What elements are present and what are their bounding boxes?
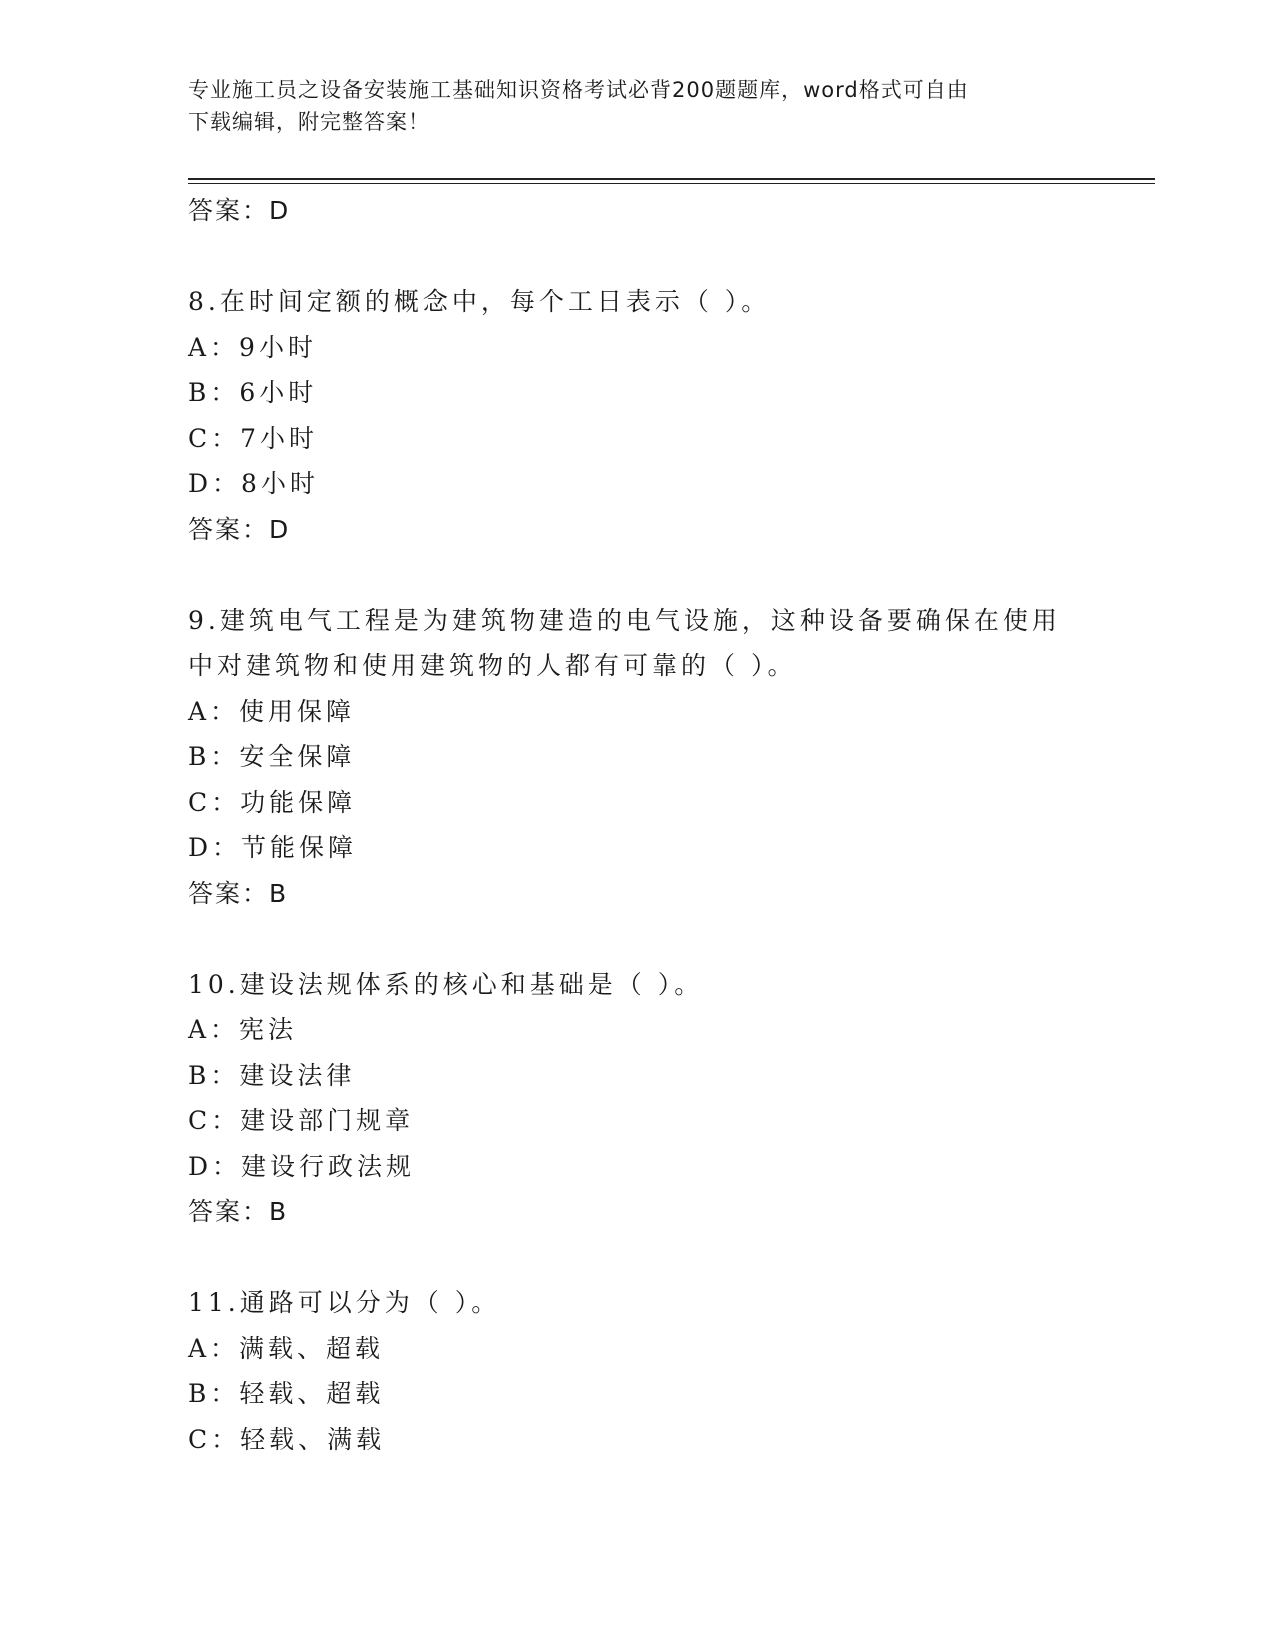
spacer <box>188 1235 1068 1281</box>
option-d: D：8小时 <box>188 469 319 498</box>
option-d: D：建设行政法规 <box>188 1151 416 1181</box>
option-a: A：宪法 <box>188 1015 298 1044</box>
question-10 <box>188 962 1068 1235</box>
option-c: C：功能保障 <box>188 787 357 817</box>
answer-line: 答案：D <box>188 514 291 544</box>
answer-line: 答案：B <box>188 1197 289 1226</box>
option-a: A：使用保障 <box>188 696 356 726</box>
question-stem: 11.通路可以分为（ ）。 <box>188 1288 501 1317</box>
question-stem-continued: 中对建筑物和使用建筑物的人都有可靠的（ ）。 <box>188 651 797 680</box>
header-rule-thick <box>188 178 1155 180</box>
option-c: C：7小时 <box>188 423 319 453</box>
question-stem: 10.建设法规体系的核心和基础是（ ）。 <box>188 969 704 999</box>
option-b: B：6小时 <box>188 378 318 407</box>
option-a: A：9小时 <box>188 332 317 362</box>
option-c: C：轻载、满载 <box>188 1424 386 1454</box>
answer-line: 答案：B <box>188 878 289 908</box>
header-line-2: 下载编辑，附完整答案！ <box>188 110 430 134</box>
previous-answer: 答案：D <box>188 196 291 225</box>
question-stem: 9.建筑电气工程是为建筑物建造的电气设施，这种设备要确保在使用 <box>188 605 1061 635</box>
question-8 <box>188 279 1068 552</box>
question-9 <box>188 598 1068 917</box>
option-b: B：轻载、超载 <box>188 1379 385 1408</box>
question-list <box>188 188 1068 1462</box>
option-c: C：建设部门规章 <box>188 1106 415 1135</box>
header-rule-thin <box>188 183 1155 184</box>
question-stem: 8.在时间定额的概念中，每个工日表示（ ）。 <box>188 287 771 316</box>
option-d: D：节能保障 <box>188 833 358 862</box>
spacer <box>188 552 1068 598</box>
spacer <box>188 916 1068 962</box>
option-b: B：安全保障 <box>188 742 356 771</box>
header-line-1: 专业施工员之设备安装施工基础知识资格考试必背200题题库，word格式可自由 <box>188 78 969 102</box>
spacer <box>188 234 1068 280</box>
option-a: A：满载、超载 <box>188 1333 385 1363</box>
document-header <box>188 74 1068 138</box>
question-11 <box>188 1280 1068 1462</box>
option-b: B：建设法律 <box>188 1060 356 1090</box>
